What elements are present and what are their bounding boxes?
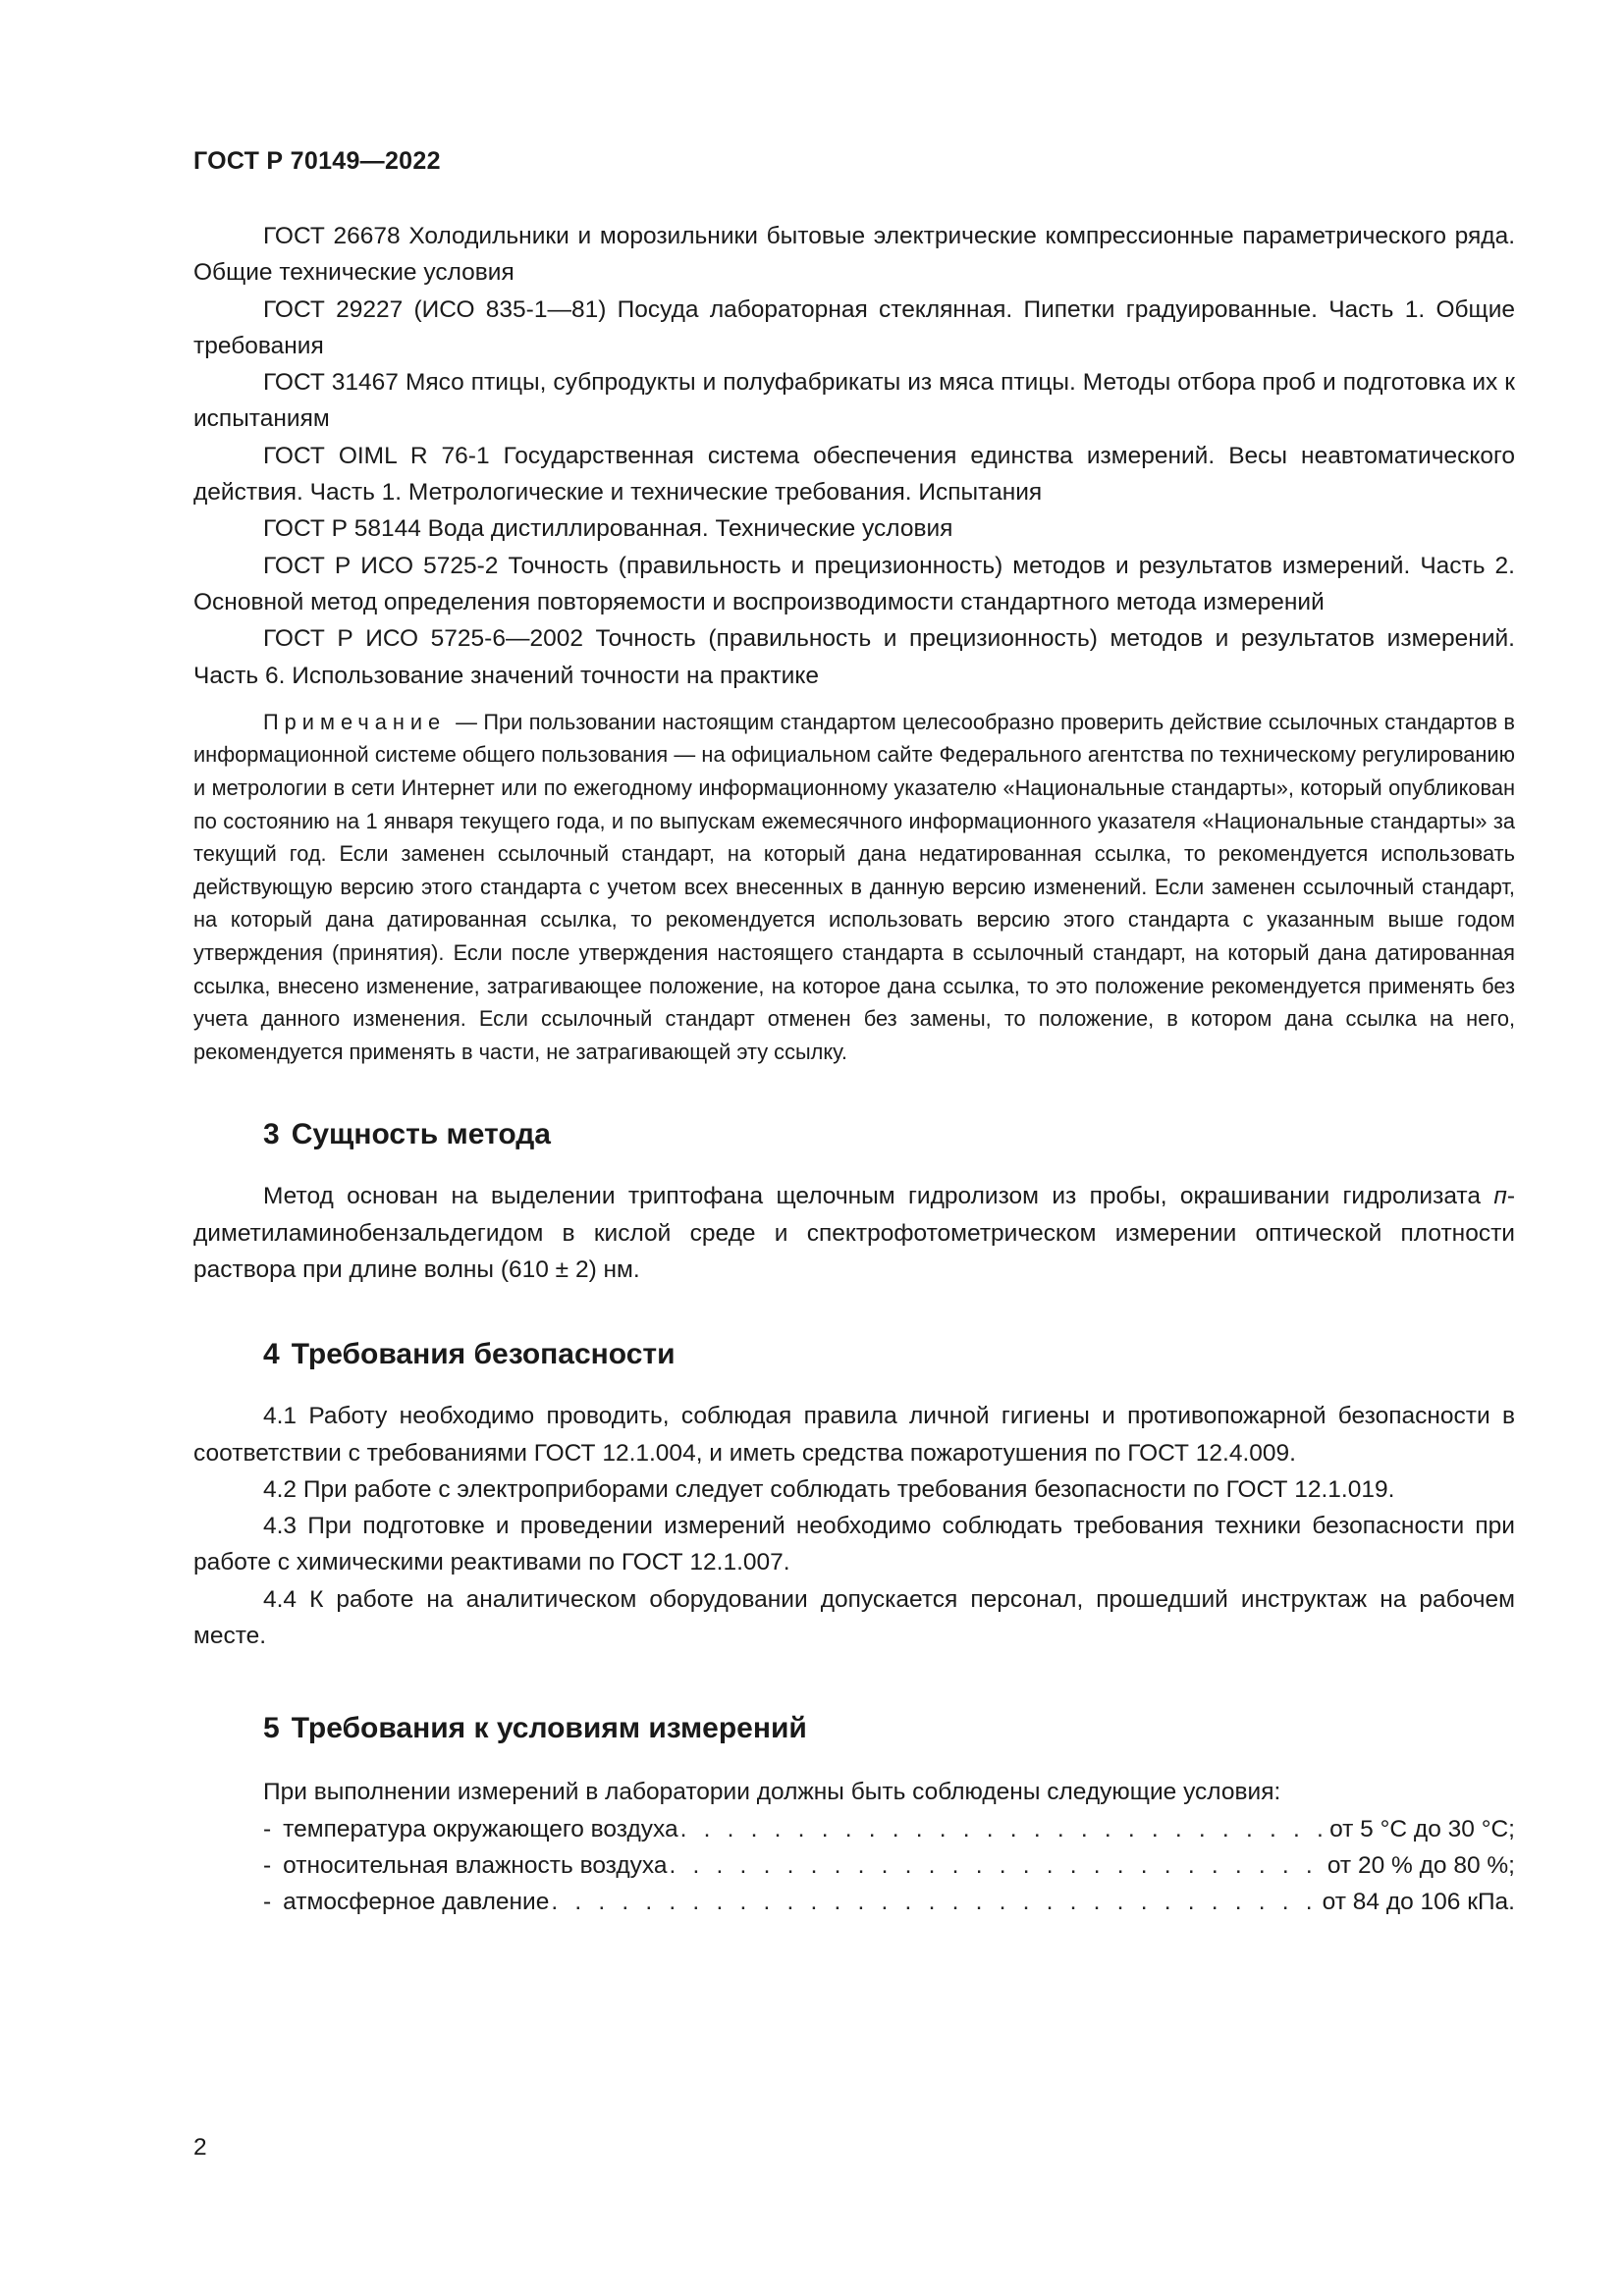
reference-item: ГОСТ Р ИСО 5725-2 Точность (правильность и прецизионность) методов и результатов измерений. Часть 2. Основной метод определения повторяемости и воспроизводимости стандартного метода измерений xyxy=(193,552,1515,615)
condition-value: от 20 % до 80 %; xyxy=(1326,1851,1515,1879)
condition-value: от 5 °С до 30 °С; xyxy=(1329,1815,1515,1842)
section-4-title: Требования безопасности xyxy=(291,1338,676,1371)
condition-row xyxy=(193,1811,1515,1847)
reference-item: ГОСТ 31467 Мясо птицы, субпродукты и полуфабрикаты из мяса птицы. Методы отбора проб и подготовка их к испытаниям xyxy=(193,369,1515,433)
section-5-title: Требования к условиям измерений xyxy=(291,1712,807,1745)
reference-item: ГОСТ Р 58144 Вода дистиллированная. Технические условия xyxy=(263,515,953,543)
section-3-text-part: -диметиламинобензальдегидом в кислой среде и спектрофотометрическом измерении оптической плотности раствора при длине волны (610 ± 2) нм. xyxy=(193,1183,1515,1283)
page-body xyxy=(193,218,1515,1921)
running-header: ГОСТ Р 70149—2022 xyxy=(193,147,441,175)
section-4-heading xyxy=(193,1335,1515,1374)
section-4-item: 4.4 К работе на аналитическом оборудовании допускается персонал, прошедший инструктаж на рабочем месте. xyxy=(193,1585,1515,1650)
dot-leader xyxy=(551,1884,1320,1920)
note-text: — При пользовании настоящим стандартом целесообразно проверить действие ссылочных стандартов в информационной системе общего пользования — на официальном сайте Федерального агентства по техническому регулированию и метрологии в сети Интернет или по ежегодному информационному указателю «Национальные стандарты», который опубликован по состоянию на 1 января текущего года, и по выпускам ежемесячного информационного указателя «Национальные стандарты» за текущий год. Если заменен ссылочный стандарт, на который дана недатированная ссылка, то рекомендуется использовать действующую версию этого стандарта с учетом всех внесенных в данную версию изменений. Если заменен ссылочный стандарт, на который дана датированная ссылка, то рекомендуется использовать версию этого стандарта с указанным выше годом утверждения (принятия). Если после утверждения настоящего стандарта в ссылочный стандарт, на который дана датированная ссылка, внесено изменение, затрагивающее положение, на которое дана ссылка, то это положение рекомендуется применять без учета данного изменения. Если ссылочный стандарт отменен без замены, то положение, в котором дана ссылка на него, рекомендуется применять в части, не затрагивающей эту ссылку. xyxy=(193,709,1515,1064)
section-5-number: 5 xyxy=(263,1712,280,1745)
condition-dash: - xyxy=(263,1815,272,1842)
section-4-item: 4.3 При подготовке и проведении измерений необходимо соблюдать требования техники безопасности при работе с химическими реактивами по ГОСТ 12.1.007. xyxy=(193,1513,1515,1576)
section-3-text-part: Метод основан на выделении триптофана щелочным гидролизом из пробы, окрашивании гидролизата xyxy=(263,1183,1494,1210)
condition-value: от 84 до 106 кПа. xyxy=(1322,1889,1515,1916)
note xyxy=(193,706,1515,1069)
note-label: Примечание xyxy=(263,709,447,734)
section-4-item: 4.1 Работу необходимо проводить, соблюдая правила личной гигиены и противопожарной безопасности в соответствии с требованиями ГОСТ 12.1.004, и иметь средства пожаротушения по ГОСТ 12.4.009. xyxy=(193,1403,1515,1467)
section-3-heading xyxy=(193,1115,1515,1154)
section-4-item: 4.2 При работе с электроприборами следует соблюдать требования безопасности по ГОСТ 12.1.019. xyxy=(263,1475,1395,1503)
section-5-heading xyxy=(193,1709,1515,1748)
normative-references xyxy=(193,218,1515,694)
dot-leader xyxy=(670,1847,1326,1884)
section-5-intro: При выполнении измерений в лаборатории должны быть соблюдены следующие условия: xyxy=(263,1779,1281,1806)
section-3-text-italic: п xyxy=(1493,1183,1507,1210)
condition-label: атмосферное давление xyxy=(283,1889,550,1916)
reference-item: ГОСТ OIML R 76-1 Государственная система обеспечения единства измерений. Весы неавтоматического действия. Часть 1. Метрологические и технические требования. Испытания xyxy=(193,442,1515,507)
condition-dash: - xyxy=(263,1889,272,1916)
condition-label: относительная влажность воздуха xyxy=(283,1851,668,1879)
condition-row xyxy=(193,1847,1515,1884)
section-3-text xyxy=(193,1178,1515,1288)
section-3-number: 3 xyxy=(263,1118,280,1151)
condition-dash: - xyxy=(263,1851,272,1879)
section-3-title: Сущность метода xyxy=(291,1118,551,1151)
dot-leader xyxy=(680,1811,1327,1847)
reference-item: ГОСТ 29227 (ИСО 835-1—81) Посуда лабораторная стеклянная. Пипетки градуированные. Часть 1. Общие требования xyxy=(193,295,1515,359)
condition-label: температура окружающего воздуха xyxy=(283,1815,678,1842)
condition-row xyxy=(193,1884,1515,1920)
section-4-number: 4 xyxy=(263,1338,280,1371)
reference-item: ГОСТ 26678 Холодильники и морозильники бытовые электрические компрессионные параметрического ряда. Общие технические условия xyxy=(193,223,1515,287)
reference-item: ГОСТ Р ИСО 5725-6—2002 Точность (правильность и прецизионность) методов и результатов измерений. Часть 6. Использование значений точности на практике xyxy=(193,625,1515,689)
page-number: 2 xyxy=(193,2134,207,2161)
